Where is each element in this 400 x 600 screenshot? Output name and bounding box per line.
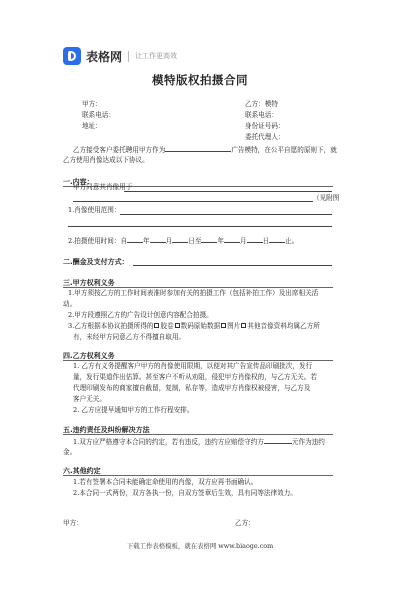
s1-end-day-unit: 日 bbox=[262, 237, 270, 245]
s1-consent-blank-2[interactable] bbox=[73, 201, 313, 202]
photo-option: 图片 bbox=[227, 322, 241, 330]
s1-period-end: 止。 bbox=[285, 237, 299, 245]
s3-item-2: 2.甲方段遵照乙方的广告设计创意内容配合拍摄。 bbox=[68, 311, 213, 319]
party-a-label: 甲方： bbox=[82, 100, 102, 108]
digital-data-option: 数码原始数据 bbox=[180, 322, 221, 330]
section-6-heading: 六.其他约定 bbox=[63, 467, 101, 475]
s5-line-1-text-a: 1.双方应严格遵守本合同的约定，若有违反，违约方应赔偿守约方 bbox=[73, 438, 264, 446]
end-extra-blank[interactable] bbox=[269, 236, 285, 243]
s5-line-1-text-b: 元作为违约 bbox=[291, 438, 325, 446]
start-year-blank[interactable] bbox=[127, 236, 143, 243]
start-month-blank[interactable] bbox=[150, 236, 166, 243]
start-day-blank[interactable] bbox=[172, 236, 188, 243]
photo-checkbox[interactable] bbox=[221, 323, 226, 328]
s1-end-year-unit: 年 bbox=[217, 237, 225, 245]
end-year-blank[interactable] bbox=[201, 236, 217, 243]
section-6-rule bbox=[63, 475, 333, 476]
penalty-amount-blank[interactable] bbox=[264, 437, 292, 444]
s6-line-2: 2.本合同一式两份，双方各执一份，自双方签章后生效，具有同等法律效力。 bbox=[73, 489, 297, 497]
logo-slogan: 让工作更高效 bbox=[135, 52, 178, 60]
logo-name: 表格网 bbox=[86, 49, 123, 64]
s5-line-2: 金。 bbox=[63, 448, 77, 456]
intro-text-a: 乙方接受客户委托聘用甲方作为 bbox=[73, 146, 166, 154]
s4-line-3: 代理印刷发布的商家擅自截留，复制，私存等，造成甲方肖像权被侵害，与乙方及 bbox=[73, 384, 311, 392]
s1-consent-blank[interactable] bbox=[124, 191, 332, 192]
intro-line-2: 乙方使用肖像达成以下协议。 bbox=[63, 156, 149, 164]
section-3-rule bbox=[63, 287, 333, 288]
section-4-heading: 四.乙方权利义务 bbox=[63, 352, 115, 360]
s6-line-1: 1.若有签署本合同未能确定命使用的肖像，双方应再书面确认。 bbox=[73, 478, 258, 486]
s3-item-3-text-a: 3.乙方根据本协议拍摄所得的 bbox=[68, 322, 154, 330]
s3-item-3 bbox=[68, 322, 320, 331]
section-2-heading: 二.酬金及支付方式： bbox=[63, 258, 129, 266]
s1-usage-scope-blank-2[interactable] bbox=[68, 226, 332, 227]
site-logo bbox=[63, 45, 177, 67]
s1-usage-scope-label: 1.肖像使用范围： bbox=[68, 206, 121, 214]
s1-consent-label: 甲方同意其肖像用于 bbox=[73, 183, 133, 191]
s1-end-month-unit: 月 bbox=[240, 237, 247, 245]
s1-period-label: 2.拍摄使用时间：自 bbox=[68, 237, 128, 245]
end-day-blank[interactable] bbox=[247, 236, 263, 243]
party-a-address: 地址： bbox=[82, 122, 102, 130]
section-4-rule bbox=[63, 360, 333, 361]
s3-item-3-text-b: 其他音像资料均属乙方所 bbox=[247, 322, 320, 330]
model-name-blank[interactable] bbox=[165, 145, 231, 152]
other-media-checkbox[interactable] bbox=[241, 323, 246, 328]
party-b-id: 身份证号码： bbox=[245, 122, 285, 130]
party-b-label: 乙方：模特 bbox=[245, 100, 278, 108]
section-5-heading: 五.违约责任及纠纷解决方法 bbox=[63, 426, 150, 434]
s2-payment-blank[interactable] bbox=[133, 265, 332, 266]
s4-line-5: 2. 乙方应提早通知甲方的工作行程安排。 bbox=[73, 406, 194, 414]
end-month-blank[interactable] bbox=[224, 236, 240, 243]
digital-data-checkbox[interactable] bbox=[175, 323, 180, 328]
s1-see-attached: （见附图 bbox=[313, 194, 340, 202]
s1-period-line bbox=[68, 236, 298, 246]
party-b-phone: 联系电话： bbox=[245, 111, 278, 119]
s4-line-4: 客户无关。 bbox=[73, 395, 106, 403]
document-title: 模特版权拍摄合同 bbox=[152, 73, 248, 87]
section-3-heading: 三.甲方权利义务 bbox=[63, 279, 115, 287]
intro-line-1 bbox=[73, 145, 337, 155]
section-1-heading: 一.内容： bbox=[63, 178, 94, 186]
film-option: 胶卷 bbox=[160, 322, 174, 330]
signature-party-a: 甲方： bbox=[63, 519, 83, 527]
s3-item-3-cont: 有，未经甲方同意乙方不得擅自取用。 bbox=[73, 333, 186, 341]
s1-start-day-unit: 日至 bbox=[188, 237, 202, 245]
s1-start-month-unit: 月 bbox=[165, 237, 173, 245]
page-footer: 下载工作表格模板，就在表格网 www.biaoge.com bbox=[126, 542, 274, 550]
party-b-agent: 委托代理人： bbox=[245, 133, 285, 141]
s3-item-1: 1.甲方须按乙方的工作时间表准时参加有关的拍摄工作（包括补拍工作）及出席相关活 bbox=[68, 289, 319, 297]
section-5-rule bbox=[63, 434, 333, 435]
signature-party-b: 乙方： bbox=[235, 519, 255, 527]
s4-line-2: 量，发行渠道作出估算。甚至客户不听从劝阻，侵犯甲方肖像权的，与乙方无关。若 bbox=[73, 373, 317, 381]
biaoge-logo-icon bbox=[63, 47, 81, 65]
logo-divider bbox=[128, 51, 129, 62]
film-checkbox[interactable] bbox=[154, 323, 159, 328]
s3-item-1-cont: 动。 bbox=[63, 300, 77, 308]
party-a-phone: 联系电话： bbox=[82, 111, 115, 119]
s1-usage-scope-blank[interactable] bbox=[120, 214, 332, 215]
s5-line-1 bbox=[73, 437, 325, 447]
intro-text-b: 广告模特，在公平自愿的原则下，就 bbox=[231, 146, 337, 154]
s4-line-1: 1. 乙方有义务提醒客户甲方的肖像使用限期，以便对其广告宣传品印刷批次，发行 bbox=[73, 362, 313, 370]
s1-start-year-unit: 年 bbox=[143, 237, 150, 245]
